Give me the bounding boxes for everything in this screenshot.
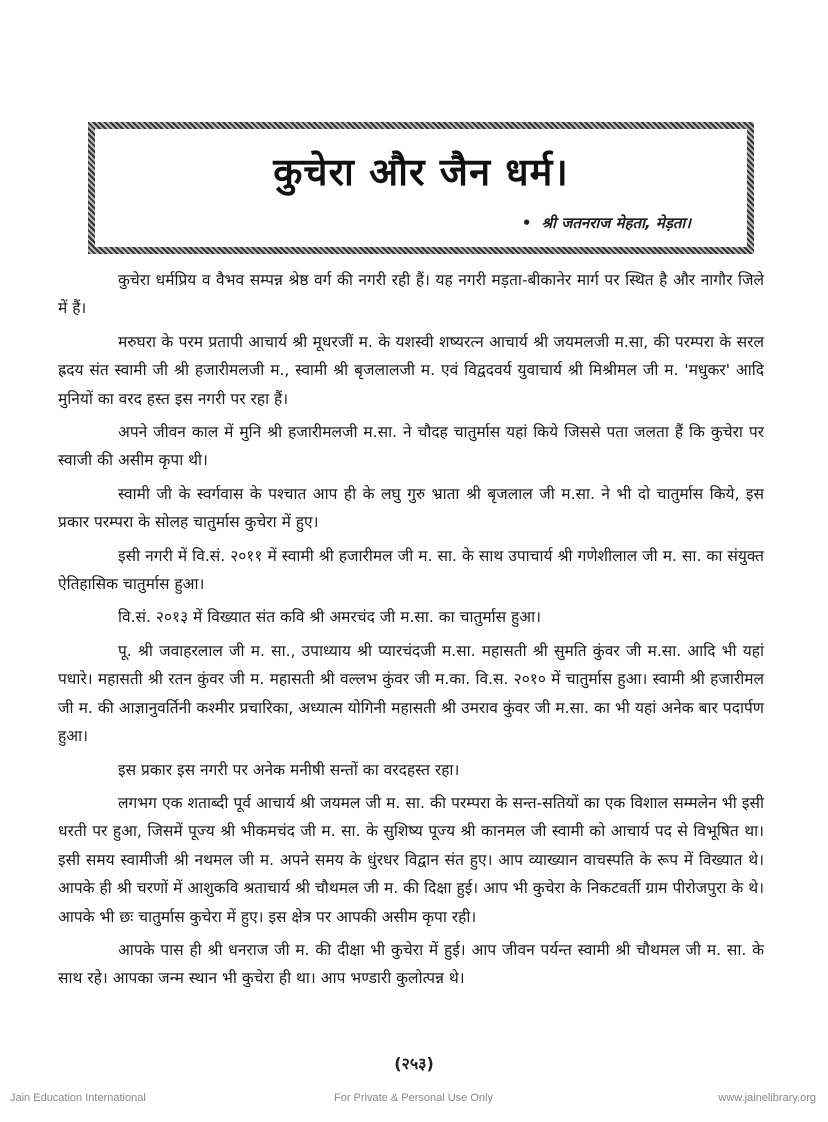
paragraph: पू. श्री जवाहरलाल जी म. सा., उपाध्याय श्री प्यारचंदजी म.सा. महासती श्री सुमति कुंवर जी म.सा. आदि भी यहां पधारे। महासती श्री रतन कुंवर जी म. महासती श्री वल्लभ कुंवर जी म.का. वि.स. २०१० में चातुर्मास हुआ। स्वामी श्री हजारीमल जी म. की आज्ञानुवर्तिनी कश्मीर प्रचारिका, अध्यात्म योगिनी महासती श्री उमराव कुंवर जी म.सा. का भी यहां अनेक बार पदार्पण हुआ। [58,641,764,746]
paragraph: इस प्रकार इस नगरी पर अनेक मनीषी सन्तों का वरदहस्त रहा। [118,760,460,779]
paragraph: स्वामी जी के स्वर्गवास के पश्चात आप ही के लघु गुरु भ्राता श्री बृजलाल जी म.सा. ने भी दो चातुर्मास किये, इस प्रकार परम्परा के सोलह चातुर्मास कुचेरा में हुए। [58,484,764,532]
footer-publisher: Jain Education International [10,1092,146,1104]
footer [0,1092,828,1108]
footer-website-link[interactable]: www.jainelibrary.org [718,1092,816,1104]
author-name: श्री जतनराज मेहता, मेड़ता। [541,214,691,232]
author-byline [522,213,691,233]
paragraph: इसी नगरी में वि.सं. २०११ में स्वामी श्री हजारीमल जी म. सा. के साथ उपाचार्य श्री गणेशीलाल जी म. सा. का संयुक्त ऐतिहासिक चातुर्मास हुआ। [58,546,764,594]
paragraph: अपने जीवन काल में मुनि श्री हजारीमलजी म.सा. ने चौदह चातुर्मास यहां किये जिससे पता जलता हैं कि कुचेरा पर स्वाजी की असीम कृपा थी। [58,423,764,470]
title-box [88,122,754,254]
footer-usage-note: For Private & Personal Use Only [334,1092,493,1104]
paragraph: मरुघरा के परम प्रतापी आचार्य श्री मूधरजीं म. के यशस्वी शष्यरत्न आचार्य श्री जयमलजी म.सा, की परम्परा के सरल ह्रदय संत स्वामी जी श्री हजारीमलजी म., स्वामी श्री बृजलालजी म. एवं विद्वदवर्य युवाचार्य श्री मिश्रीमल जी म. 'मधुकर' आदि मुनियों का वरद हस्त इस नगरी पर रहा हैं। [58,332,764,408]
article-body [58,266,764,998]
paragraph: वि.सं. २०१३ में विख्यात संत कवि श्री अमरचंद जी म.सा. का चातुर्मास हुआ। [118,608,541,627]
page-number: (२५३) [394,1054,434,1073]
paragraph: कुचेरा धर्मप्रिय व वैभव सम्पन्न श्रेष्ठ वर्ग की नगरी रही हैं। यह नगरी मड़ता-बीकानेर मार्ग पर स्थित है और नागौर जिले में हैं। [58,271,764,318]
article-title: कुचेरा और जैन धर्म। [273,150,569,194]
bullet-icon: • [521,214,532,232]
paragraph: लगभग एक शताब्दी पूर्व आचार्य श्री जयमल जी म. सा. की परम्परा के सन्त-सतियों का एक विशाल सम्मलेन भी इसी धरती पर हुआ, जिसमें पूज्य श्री भीकमचंद जी म. सा. के सुशिष्य पूज्य श्री कानमल जी स्वामी को आचार्य पद से विभूषित था। इसी समय स्वामीजी श्री नथमल जी म. अपने समय के धुंरधर विद्वान संत हुए। आप व्याख्यान वाचस्पति के रूप में विख्यात थे। आपके ही श्री चरणों में आशुकवि श्रताचार्य श्री चौथमल जी म. की दिक्षा हुई। आप भी कुचेरा के निकटवर्ती ग्राम पीरोजपुरा के थे। आपके भी छः चातुर्मास कुचेरा में हुए। इस क्षेत्र पर आपकी असीम कृपा रही। [58,793,764,926]
paragraph: आपके पास ही श्री धनराज जी म. की दीक्षा भी कुचेरा में हुई। आप जीवन पर्यन्त स्वामी श्री चौथमल जी म. सा. के साथ रहे। आपका जन्म स्थान भी कुचेरा ही था। आप भण्डारी कुलोत्पन्न थे। [58,940,764,988]
